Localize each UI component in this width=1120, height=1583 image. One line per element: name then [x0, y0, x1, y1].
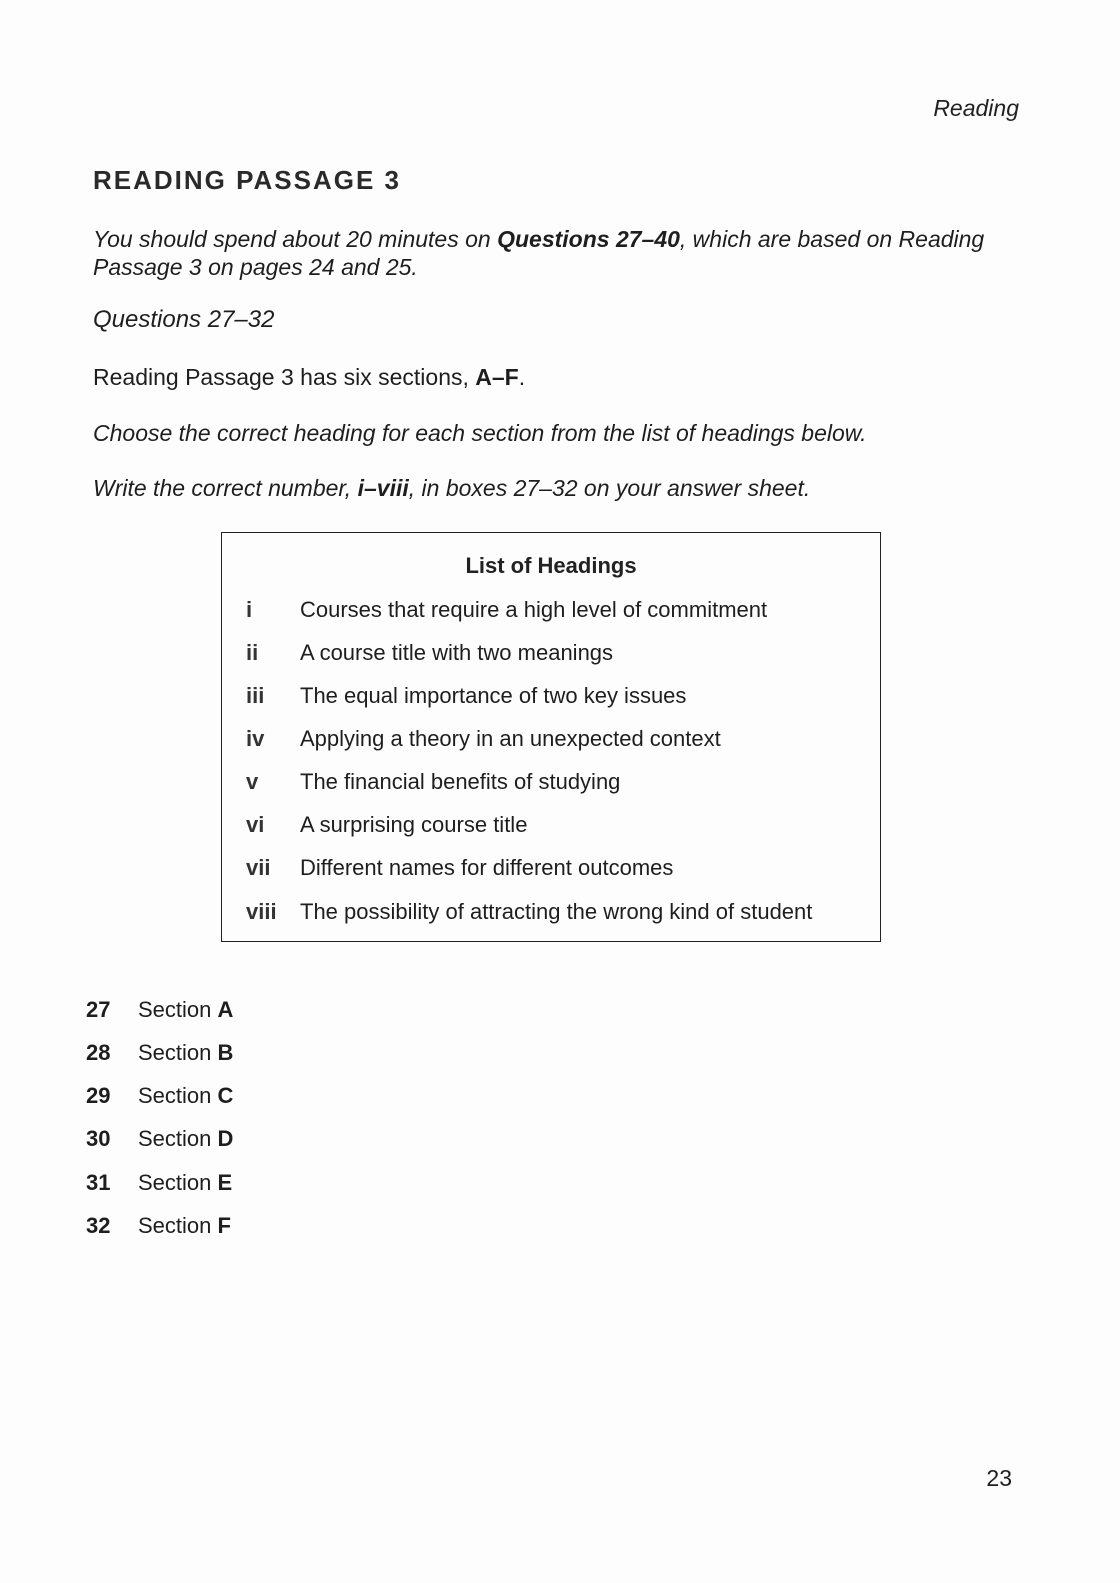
- section-word: Section: [138, 1213, 212, 1238]
- question-number: 28: [86, 1040, 111, 1065]
- question-label: [138, 1168, 232, 1198]
- page-number: 23: [986, 1465, 1012, 1491]
- question-label: [138, 1211, 231, 1241]
- question-label: [138, 1124, 233, 1154]
- section-letter: E: [217, 1170, 233, 1195]
- heading-numeral: vii: [246, 855, 271, 880]
- instruction-numerals-bold: i–viii: [357, 475, 409, 501]
- question-range-heading: Questions 27–32: [93, 306, 275, 333]
- heading-text: Courses that require a high level of commitment: [300, 597, 768, 622]
- section-word: Section: [138, 1040, 212, 1065]
- instruction-write-end: , in boxes 27–32 on your answer sheet.: [408, 475, 811, 501]
- question-number: 29: [86, 1083, 111, 1108]
- heading-text: Applying a theory in an unexpected context: [300, 726, 721, 751]
- section-word: Section: [138, 997, 212, 1022]
- question-number: 30: [86, 1126, 111, 1151]
- section-word: Section: [138, 1126, 212, 1151]
- heading-numeral: vi: [246, 812, 265, 837]
- intro-text-end: , which are based on Reading Passage 3 on pages 24 and 25.: [93, 226, 985, 280]
- sections-statement-start: Reading Passage 3 has six sections,: [93, 364, 476, 390]
- heading-text: A surprising course title: [300, 812, 528, 837]
- section-letter: B: [217, 1040, 234, 1065]
- instruction-choose-heading: Choose the correct heading for each section from the list of headings below.: [93, 420, 867, 446]
- heading-numeral: iii: [246, 683, 265, 708]
- instruction-write-number: [93, 475, 810, 502]
- heading-numeral: v: [246, 769, 259, 794]
- heading-text: The possibility of attracting the wrong kind of student: [300, 899, 813, 924]
- heading-text: Different names for different outcomes: [300, 855, 674, 880]
- list-of-headings-title: List of Headings: [465, 553, 637, 578]
- question-label: [138, 995, 233, 1025]
- heading-text: The financial benefits of studying: [300, 769, 621, 794]
- sections-range-bold: A–F: [475, 364, 519, 390]
- instruction-write-start: Write the correct number,: [93, 475, 358, 501]
- running-head: Reading: [933, 95, 1019, 121]
- section-letter: F: [217, 1213, 231, 1238]
- question-number: 31: [86, 1170, 111, 1195]
- heading-text: A course title with two meanings: [300, 640, 614, 665]
- section-letter: D: [217, 1126, 234, 1151]
- heading-numeral: viii: [246, 899, 277, 924]
- heading-numeral: iv: [246, 726, 265, 751]
- section-letter: A: [217, 997, 234, 1022]
- list-of-headings-box: [221, 532, 881, 942]
- question-number: 32: [86, 1213, 111, 1238]
- question-label: [138, 1081, 233, 1111]
- heading-numeral: ii: [246, 640, 259, 665]
- intro-text-start: You should spend about 20 minutes on: [93, 226, 498, 252]
- heading-numeral: i: [246, 597, 253, 622]
- intro-questions-bold: Questions 27–40: [497, 226, 680, 252]
- intro-text: [93, 225, 1023, 281]
- question-label: [138, 1038, 233, 1068]
- section-letter: C: [217, 1083, 234, 1108]
- section-word: Section: [138, 1170, 212, 1195]
- question-number: 27: [86, 997, 111, 1022]
- sections-statement-end: .: [518, 364, 526, 390]
- passage-title: READING PASSAGE 3: [93, 165, 402, 195]
- section-word: Section: [138, 1083, 212, 1108]
- heading-text: The equal importance of two key issues: [300, 683, 687, 708]
- sections-statement: [93, 364, 525, 391]
